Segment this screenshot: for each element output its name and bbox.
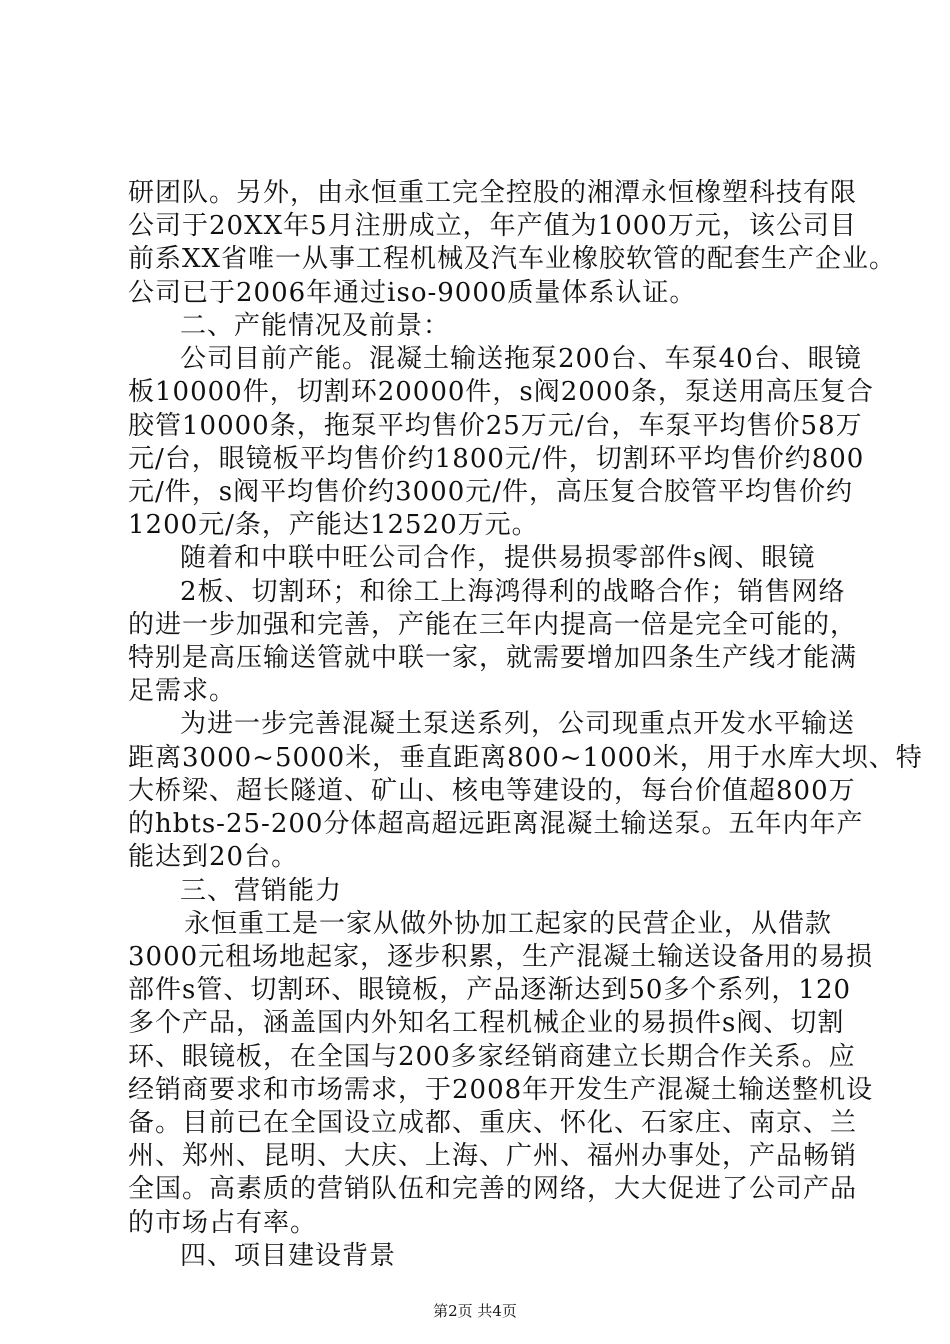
text-line: 3000元租场地起家，逐步积累，生产混凝土输送设备用的易损	[128, 942, 874, 972]
text-line: 多个产品，涵盖国内外知名工程机械企业的易损件s阀、切割	[128, 1008, 845, 1038]
text-line: 1200元/条，产能达12520万元。	[128, 510, 539, 540]
section-heading: 四、项目建设背景	[180, 1241, 397, 1271]
text-line: 备。目前已在全国设立成都、重庆、怀化、石家庄、南京、兰	[128, 1108, 858, 1138]
text-line: 永恒重工是一家从做外协加工起家的民营企业，从借款	[184, 909, 833, 939]
text-line: 大桥梁、超长隧道、矿山、核电等建设的，每台价值超800万	[128, 776, 856, 806]
text-line: 为进一步完善混凝土泵送系列，公司现重点开发水平输送	[180, 709, 856, 739]
text-line: 公司于20XX年5月注册成立，年产值为1000万元，该公司目	[128, 211, 857, 241]
text-line: 前系XX省唯一从事工程机械及汽车业橡胶软管的配套生产企业。	[128, 244, 897, 274]
text-line: 距离3000~5000米，垂直距离800~1000米，用于水库大坝、特	[128, 743, 923, 773]
text-line: 的市场占有率。	[128, 1208, 318, 1238]
text-line: 公司目前产能。混凝土输送拖泵200台、车泵40台、眼镜	[180, 344, 862, 374]
text-line: 州、郑州、昆明、大庆、上海、广州、福州办事处，产品畅销	[128, 1141, 858, 1171]
section-heading: 二、产能情况及前景：	[180, 311, 451, 341]
text-line: 胶管10000条，拖泵平均售价25万元/台，车泵平均售价58万	[128, 411, 863, 441]
text-line: 元/件，s阀平均售价约3000元/件，高压复合胶管平均售价约	[128, 477, 854, 507]
text-line: 部件s管、切割环、眼镜板，产品逐渐达到50多个系列，120	[128, 975, 852, 1005]
text-line: 特别是高压输送管就中联一家，就需要增加四条生产线才能满	[128, 643, 858, 673]
text-line: 的hbts-25-200分体超高超远距离混凝土输送泵。五年内年产	[128, 809, 864, 839]
text-line: 板10000件，切割环20000件，s阀2000条，泵送用高压复合	[128, 377, 874, 407]
page-footer: 第2页 共4页	[433, 1302, 517, 1320]
text-line: 研团队。另外，由永恒重工完全控股的湘潭永恒橡塑科技有限	[128, 178, 858, 208]
text-line: 经销商要求和市场需求，于2008年开发生产混凝土输送整机设	[128, 1075, 874, 1105]
text-line: 公司已于2006年通过iso-9000质量体系认证。	[128, 278, 697, 308]
text-line: 的进一步加强和完善，产能在三年内提高一倍是完全可能的，	[128, 610, 858, 640]
text-line: 随着和中联中旺公司合作，提供易损零部件s阀、眼镜	[180, 543, 816, 573]
text-line: 2板、切割环；和徐工上海鸿得利的战略合作；销售网络	[180, 577, 846, 607]
section-heading: 三、营销能力	[180, 876, 343, 906]
text-line: 能达到20台。	[128, 842, 299, 872]
text-line: 环、眼镜板，在全国与200多家经销商建立长期合作关系。应	[128, 1042, 856, 1072]
text-line: 足需求。	[128, 676, 237, 706]
text-line: 元/台，眼镜板平均售价约1800元/件，切割环平均售价约800	[128, 444, 865, 474]
text-line: 全国。高素质的营销队伍和完善的网络，大大促进了公司产品	[128, 1174, 858, 1204]
